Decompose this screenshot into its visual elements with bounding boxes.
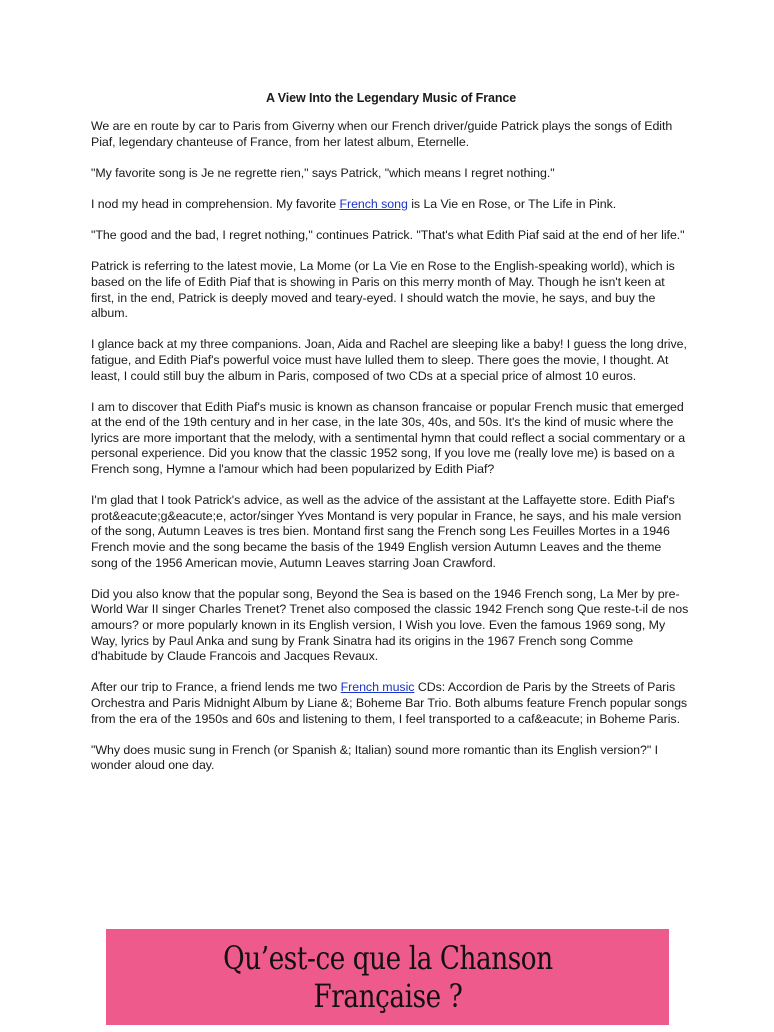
- banner-line-1: Qu’est-ce que la Chanson: [222, 939, 553, 977]
- title-banner: [106, 929, 669, 1025]
- paragraph: "The good and the bad, I regret nothing," continues Patrick. "That's what Edith Piaf said at the end of her life.": [91, 228, 685, 243]
- document-page: [91, 91, 691, 790]
- paragraph: I'm glad that I took Patrick's advice, as well as the advice of the assistant at the Laffayette store. Edith Piaf's prot&eacute;g&eacute;e, actor/singer Yves Montand is very popular in France, he says, and his male version of the song, Autumn Leaves is tres bien. Montand first sang the French song Les Feuilles Mortes in a 1946 French movie and the song became the basis of the 1949 English version Autumn Leaves and the theme song of the 1956 American movie, Autumn Leaves starring Joan Crawford.: [91, 493, 682, 570]
- paragraph: "Why does music sung in French (or Spanish &; Italian) sound more romantic than its English version?" I wonder aloud one day.: [91, 742, 658, 773]
- paragraph: "My favorite song is Je ne regrette rien," says Patrick, "which means I regret nothing.": [91, 165, 555, 180]
- paragraph: [91, 680, 691, 727]
- french-song-link[interactable]: French song: [339, 196, 408, 211]
- paragraph: We are en route by car to Paris from Giverny when our French driver/guide Patrick plays the songs of Edith Piaf, legendary chanteuse of France, from her latest album, Eternelle.: [91, 119, 673, 149]
- paragraph-text: I nod my head in comprehension. My favorite: [91, 196, 340, 211]
- banner-title: [223, 939, 553, 1015]
- document-title: A View Into the Legendary Music of France: [265, 91, 517, 105]
- paragraph: Did you also know that the popular song, Beyond the Sea is based on the 1946 French song, La Mer by pre-World War II singer Charles Trenet? Trenet also composed the classic 1942 French song Que reste-t-il de nos amours? or more popularly known in its English version, I Wish you love. Even the famous 1969 song, My Way, lyrics by Paul Anka and sung by Frank Sinatra had its origins in the 1967 French song Comme d'habitude by Claude Francois and Jacques Revaux.: [91, 586, 689, 664]
- paragraph: [91, 197, 691, 213]
- paragraph-text: After our trip to France, a friend lends me two: [91, 680, 341, 695]
- paragraph: I am to discover that Edith Piaf's music is known as chanson francaise or popular French music that emerged at the end of the 19th century and in her case, in the late 30s, 40s, and 50s. It's the kind of music where the lyrics are more important that the melody, with a sentimental hymn that could reflect a social commentary or a personal experience. Did you know that the classic 1952 song, If you love me (really love me) is based on a French song, Hymne a l'amour which had been popularized by Edith Piaf?: [91, 399, 686, 477]
- banner-line-2: Française ?: [313, 977, 462, 1015]
- paragraph-text: is La Vie en Rose, or The Life in Pink.: [407, 196, 617, 211]
- paragraph: I glance back at my three companions. Joan, Aida and Rachel are sleeping like a baby! I guess the long drive, fatigue, and Edith Piaf's powerful voice must have lulled them to sleep. There goes the movie, I thought. At least, I could still buy the album in Paris, composed of two CDs at a special price of almost 10 euros.: [91, 337, 687, 383]
- paragraph-text: CDs: Accordion de Paris by the Streets of Paris Orchestra and Paris Midnight Album by Liane &; Boheme Bar Trio. Both albums feature French popular songs from the era of the 1950s and 60s and listening to them, I feel transported to a caf&eacute; in Boheme Paris.: [91, 680, 688, 726]
- french-music-link[interactable]: French music: [340, 680, 415, 695]
- paragraph: Patrick is referring to the latest movie, La Mome (or La Vie en Rose to the English-speaking world), which is based on the life of Edith Piaf that is showing in Paris on this merry month of May. Though he isn't keen at first, in the end, Patrick is deeply moved and teary-eyed. I should watch the movie, he says, and buy the album.: [91, 259, 675, 321]
